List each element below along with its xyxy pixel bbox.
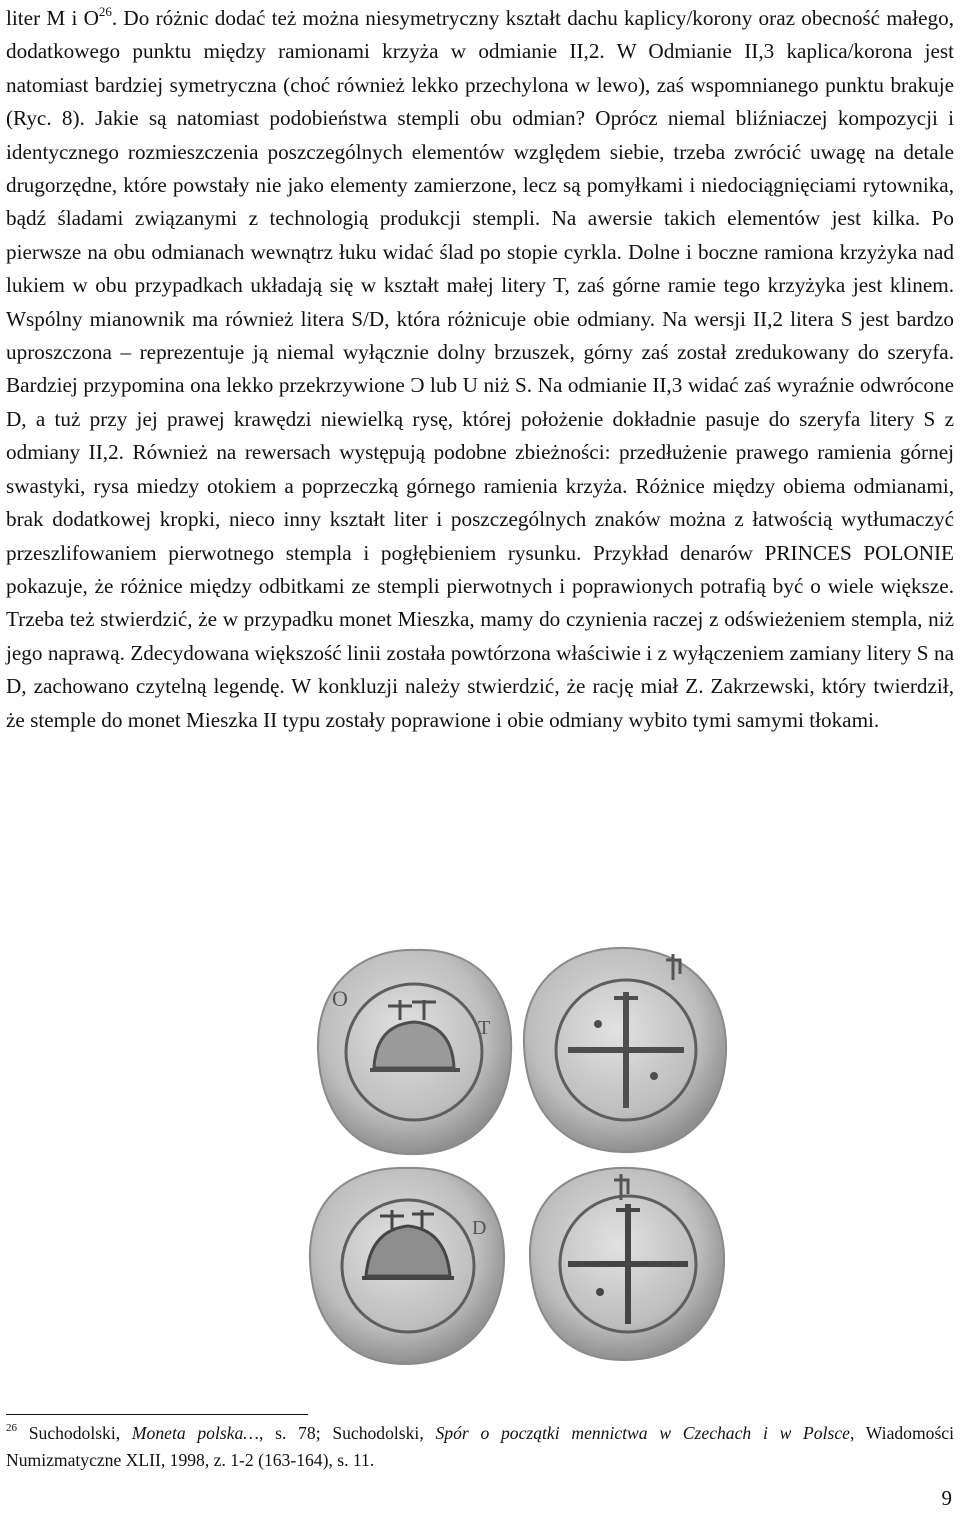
footnote-number: 26 xyxy=(6,1422,17,1434)
footnote-title-2: Spór o początki mennictwa w Czechach i w Polsce xyxy=(435,1423,850,1443)
coin-reverse-bottom xyxy=(530,1168,724,1360)
svg-text:T: T xyxy=(478,1017,491,1039)
footnote-separator xyxy=(6,1414,308,1415)
paragraph-rest: . Do różnic dodać też można niesymetryczny kształt dachu kaplicy/korony oraz obecność małego, dodatkowego punktu między ramionami krzyża w odmianie II,2. W Odmianie II,3 kaplica/korona jest natomiast bardziej symetryczna (choć również lekko przechylona w lewo), zaś wspomnianego punktu brakuje (Ryc. 8). Jakie są natomiast podobieństwa stempli obu odmian? Oprócz niemal bliźniaczej kompozycji i identycznego rozmieszczenia poszczególnych elementów względem siebie, trzeba zwrócić uwagę na detale drugorzędne, które powstały nie jako elementy zamierzone, lecz są pomyłkami i niedociągnięciami rytownika, bądź śladami związanymi z technologią produkcji stempli. Na awersie takich elementów jest kilka. Po pierwsze na obu odmianach wewnątrz łuku widać ślad po stopie cyrkla. Dolne i boczne ramiona krzyżyka nad lukiem w obu przypadkach układają się w kształt małej litery T, zaś górne ramie tego krzyżyka jest klinem. Wspólny mianownik ma również litera S/D, która różnicuje obie odmiany. Na wersji II,2 litera S jest bardzo uproszczona – reprezentuje ją niemal wyłącznie dolny brzuszek, górny zaś został zredukowany do szeryfa. Bardziej przypomina ona lekko przekrzywione Ɔ lub U niż S. Na odmianie II,3 widać zaś wyraźnie odwrócone D, a tuż przy jej prawej krawędzi niewielką rysę, której położenie dokładnie pasuje do szeryfa litery S z odmiany II,2. Również na rewersach występują podobne zbieżności: przedłużenie prawego ramienia górnej swastyki, rysa miedzy otokiem a poprzeczką górnego ramienia krzyża. Różnice między obiema odmianami, brak dodatkowej kropki, nieco inny kształt liter i poszczególnych znaków można z łatwością wytłumaczyć przeszlifowaniem pierwotnego stempla i pogłębieniem rysunku. Przykład denarów PRINCES POLONIE pokazuje, że różnice między odbitkami ze stempli pierwotnych i poprawionych potrafią być o wiele większe. Trzeba też stwierdzić, że w przypadku monet Mieszka, mamy do czynienia raczej z odświeżeniem stempla, niż jego naprawą. Zdecydowana większość linii została powtórzona właściwie i z wyłączeniem zamiany litery S na D, zachowano czytelną legendę. W konkluzji należy stwierdzić, że rację miał Z. Zakrzewski, który twierdził, że stemple do monet Mieszka II typu zostały poprawione i obie odmiany wybito tymi samymi tłokami. xyxy=(6,6,954,732)
svg-text:O: O xyxy=(332,986,348,1011)
footnote-26 xyxy=(6,1420,954,1474)
body-paragraph xyxy=(6,2,954,737)
footnote-text-b: , s. 78; Suchodolski, xyxy=(258,1423,436,1443)
coin-photo-figure xyxy=(296,940,736,1380)
footnote-reference[interactable]: 26 xyxy=(98,4,112,19)
coin-obverse-top xyxy=(318,950,511,1154)
footnote-text-c: , Wiadomości Numizmatyczne XLII, 1998, z. 1-2 (163-164), s. 11. xyxy=(6,1423,954,1470)
coin-obverse-bottom xyxy=(310,1168,504,1364)
footnote-text-a: Suchodolski, xyxy=(17,1423,132,1443)
coin-reverse-top xyxy=(524,948,726,1152)
svg-text:D: D xyxy=(472,1217,487,1239)
paragraph-start: liter M i O xyxy=(6,6,99,30)
page-number: 9 xyxy=(941,1486,952,1510)
footnote-title-1: Moneta polska… xyxy=(131,1423,259,1443)
coin-photo-svg xyxy=(296,940,736,1380)
